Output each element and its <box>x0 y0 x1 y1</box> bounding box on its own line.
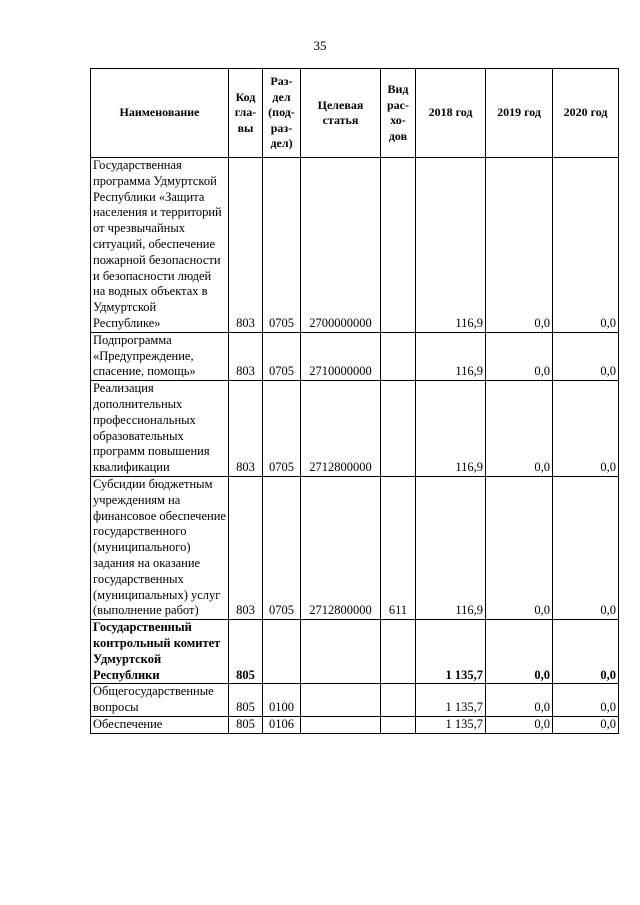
table-row <box>91 476 619 619</box>
cell-name: Государственная программа Удмуртской Республики «Защита населения и территорий от чрезвычайных ситуаций, обеспечение пожарной безопасности и безопасности людей на водных объектах в Удмуртской Республике» <box>91 158 229 333</box>
budget-table <box>90 68 619 734</box>
cell-y2019: 0,0 <box>486 716 553 733</box>
cell-y2018: 116,9 <box>416 332 486 380</box>
cell-section: 0106 <box>263 716 301 733</box>
cell-y2020: 0,0 <box>553 332 619 380</box>
cell-exptype <box>381 716 416 733</box>
cell-target: 2712800000 <box>301 381 381 477</box>
cell-y2019: 0,0 <box>486 332 553 380</box>
cell-exptype <box>381 381 416 477</box>
header-row <box>91 69 619 158</box>
header-exptype: Вид рас- хо- дов <box>381 69 416 158</box>
header-section: Раз- дел (под- раз- дел) <box>263 69 301 158</box>
cell-target: 2710000000 <box>301 332 381 380</box>
cell-exptype <box>381 620 416 684</box>
cell-section: 0705 <box>263 476 301 619</box>
cell-y2018: 1 135,7 <box>416 716 486 733</box>
cell-exptype <box>381 158 416 333</box>
header-code: Код гла- вы <box>229 69 263 158</box>
cell-y2020: 0,0 <box>553 620 619 684</box>
table-row <box>91 332 619 380</box>
table-row <box>91 158 619 333</box>
cell-code: 805 <box>229 716 263 733</box>
cell-target: 2700000000 <box>301 158 381 333</box>
cell-y2018: 116,9 <box>416 381 486 477</box>
cell-exptype <box>381 332 416 380</box>
cell-y2019: 0,0 <box>486 620 553 684</box>
header-2018: 2018 год <box>416 69 486 158</box>
cell-y2018: 116,9 <box>416 476 486 619</box>
cell-code: 803 <box>229 332 263 380</box>
cell-exptype: 611 <box>381 476 416 619</box>
cell-y2019: 0,0 <box>486 684 553 717</box>
cell-name: Государственный контрольный комитет Удмуртской Республики <box>91 620 229 684</box>
cell-y2018: 116,9 <box>416 158 486 333</box>
cell-code: 803 <box>229 476 263 619</box>
cell-y2018: 1 135,7 <box>416 684 486 717</box>
cell-section: 0100 <box>263 684 301 717</box>
cell-target <box>301 620 381 684</box>
cell-y2019: 0,0 <box>486 381 553 477</box>
cell-y2020: 0,0 <box>553 684 619 717</box>
cell-code: 803 <box>229 158 263 333</box>
cell-name: Реализация дополнительных профессиональных образовательных программ повышения квалификации <box>91 381 229 477</box>
cell-name: Общегосударственные вопросы <box>91 684 229 717</box>
cell-code: 805 <box>229 684 263 717</box>
table-row <box>91 716 619 733</box>
cell-y2019: 0,0 <box>486 158 553 333</box>
table-row <box>91 684 619 717</box>
cell-exptype <box>381 684 416 717</box>
cell-target <box>301 684 381 717</box>
table-row <box>91 381 619 477</box>
cell-section: 0705 <box>263 332 301 380</box>
cell-code: 803 <box>229 381 263 477</box>
header-2019: 2019 год <box>486 69 553 158</box>
cell-y2020: 0,0 <box>553 476 619 619</box>
cell-name: Подпрограмма «Предупреждение, спасение, помощь» <box>91 332 229 380</box>
cell-section: 0705 <box>263 381 301 477</box>
cell-section <box>263 620 301 684</box>
page-number: 35 <box>313 38 327 53</box>
cell-name: Обеспечение <box>91 716 229 733</box>
table-row <box>91 620 619 684</box>
cell-target: 2712800000 <box>301 476 381 619</box>
cell-y2018: 1 135,7 <box>416 620 486 684</box>
cell-y2019: 0,0 <box>486 476 553 619</box>
header-target: Целевая статья <box>301 69 381 158</box>
cell-code: 805 <box>229 620 263 684</box>
header-2020: 2020 год <box>553 69 619 158</box>
cell-target <box>301 716 381 733</box>
cell-section: 0705 <box>263 158 301 333</box>
table-body <box>91 158 619 734</box>
header-name: Наименование <box>91 69 229 158</box>
cell-y2020: 0,0 <box>553 158 619 333</box>
cell-y2020: 0,0 <box>553 381 619 477</box>
cell-y2020: 0,0 <box>553 716 619 733</box>
cell-name: Субсидии бюджетным учреждениям на финансовое обеспечение государственного (муниципального) задания на оказание государственных (муниципальных) услуг (выполнение работ) <box>91 476 229 619</box>
